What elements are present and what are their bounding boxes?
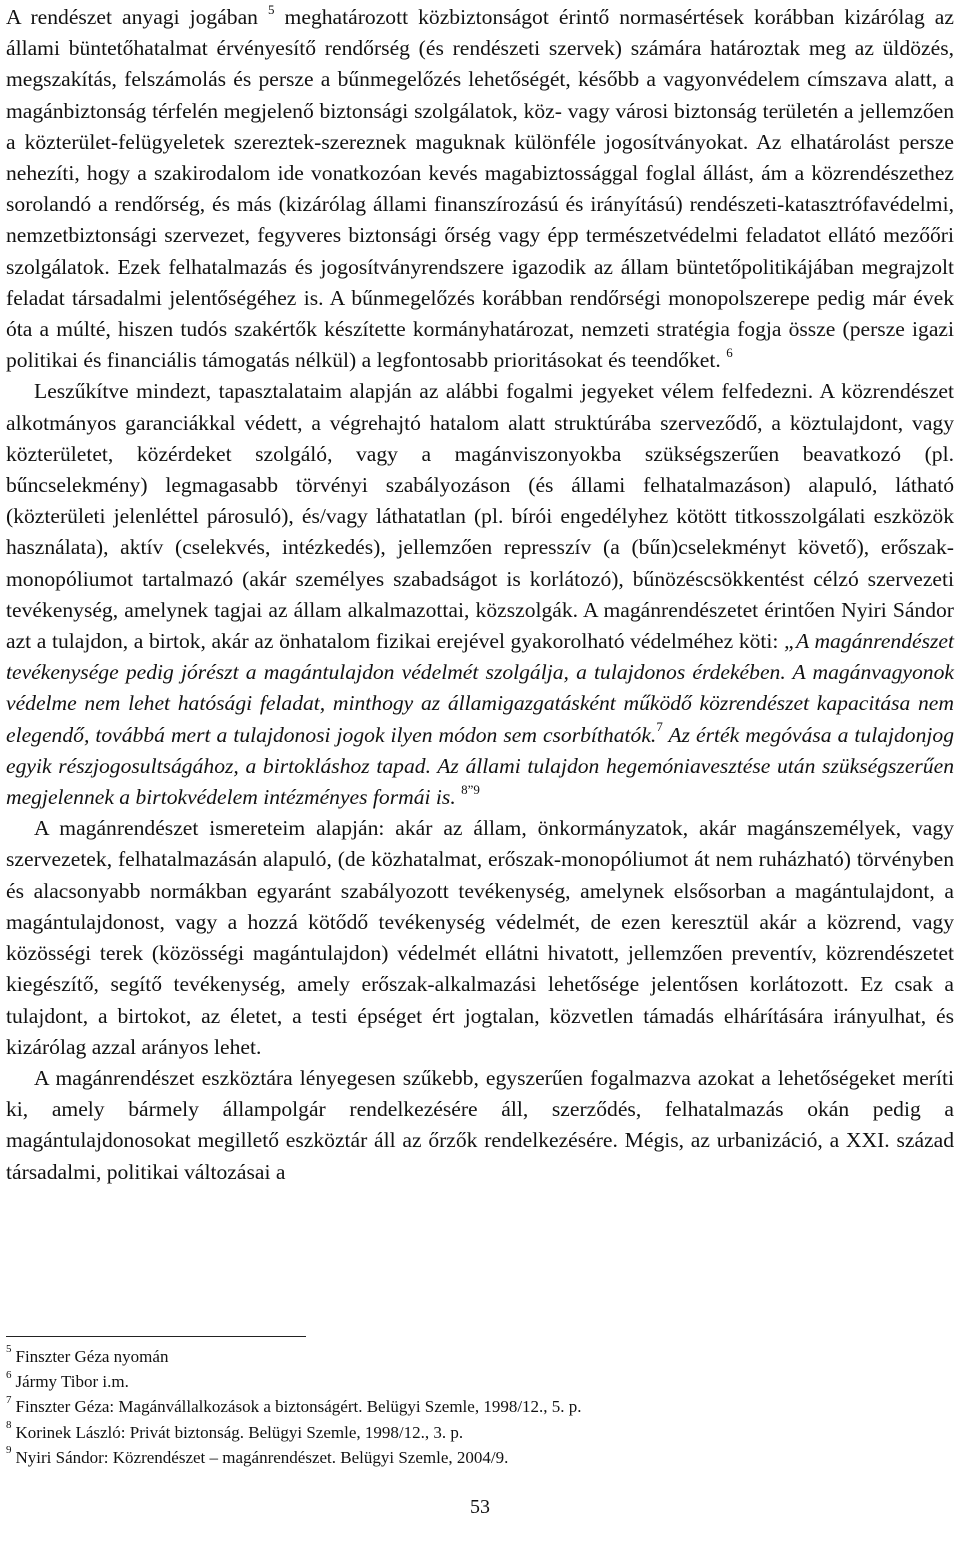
footnote-ref-8[interactable]: 8	[461, 781, 468, 797]
footnote-number: 5	[6, 1343, 12, 1356]
footnote-ref-5[interactable]: 5	[268, 1, 275, 17]
footnote-5	[6, 1344, 946, 1369]
footnote-text: Finszter Géza: Magánvállalkozások a biztonságért. Belügyi Szemle, 1998/12., 5. p.	[15, 1397, 582, 1417]
footnote-separator	[6, 1336, 306, 1337]
quote-part-1: „A magánrendészet tevékenysége pedig jórészt a magántulajdon védelmét szolgálja, a tulajdonos érdekében. A magánvagyonok védelme nem lehet hatósági feladat, minthogy az államigazgatásként működő közrendészet kapacitása nem elegendő, továbbá mert a tulajdonosi jogok ilyen módon sem csorbíthatók.	[6, 629, 954, 747]
footnotes	[6, 1344, 946, 1470]
footnote-text: Nyiri Sándor: Közrendészet – magánrendészet. Belügyi Szemle, 2004/9.	[15, 1447, 509, 1467]
footnote-ref-7[interactable]: 7	[656, 719, 663, 735]
footnote-number: 9	[6, 1444, 12, 1457]
footnote-ref-9[interactable]: 9	[473, 781, 480, 797]
footnote-7	[6, 1394, 946, 1419]
footnote-number: 6	[6, 1368, 12, 1381]
paragraph-3: A magánrendészet ismereteim alapján: akár az állam, önkormányzatok, akár magánszemélyek, vagy szervezetek, felhatalmazásán alapuló, (de közhatalmat, erőszak-monopóliumot át nem ruházható) törvényben és alacsonyabb normákban egyaránt szabályozott tevékenység, amelynek elsősorban a magántulajdont, a magántulajdonost, vagy a hozzá kötődő tevékenység védelmét, de ezen keresztül akár a közrend, vagy közösségi terek (közösségi magántulajdon) védelmét ellátni hivatott, jellemzően preventív, közrendészetet kiegészítő, segítő tevékenység, amely erőszak-alkalmazási lehetősége jelentősen korlátozott. Ez csak a tulajdont, a birtokot, az életet, a testi épséget ért jogtalan, közvetlen támadás elhárítására irányulhat, és kizárólag azzal arányos lehet.	[6, 816, 954, 1059]
closing-quote-mark: ”	[467, 781, 474, 797]
footnote-number: 7	[6, 1393, 12, 1406]
paragraph-1-text-b: meghatározott közbiztonságot érintő normasértések korábban kizárólag az állami büntetőhatalmat érvényesítő rendőrség (és rendészeti szervek) számára határoztak meg az üldözés, megszakítás, felszámolás és persze a bűnmegelőzés lehetőségét, később a vagyonvédelem címszava alatt, a magánbiztonság térfelén megjelenő biztonsági szolgálatok, köz- vagy városi biztonság területén a jellemzően a közterület-felügyeletek szereztek-szereznek maguknak különféle jogosítványokat. Az elhatárolást persze nehezíti, hogy a szakirodalom ide vonatkozóan kevés magabiztossággal foglal állást, ám a közrendészethez sorolandó a rendőrség, és más (kizárólag állami finanszírozású és irányítású) rendészeti-katasztrófavédelmi, nemzetbiztonsági szervezet, fegyveres biztonsági őrség vagy épp természetvédelmi feladatot ellátó mezőőri szolgálatok. Ezek felhatalmazás és jogosítványrendszere igazodik az állam büntetőpolitikájában megrajzolt feladat társadalmi jelentőségéhez is. A bűnmegelőzés korábban rendőrségi monopolszerepe pedig már évek óta a múlté, hiszen tudós szakértők készítette kormányhatározat, nemzeti stratégia fogja össze (persze igazi politikai és financiális támogatás nélkül) a legfontosabb prioritásokat és teendőket.	[6, 5, 954, 373]
footnote-text: Jármy Tibor i.m.	[15, 1372, 129, 1392]
page-body	[6, 0, 954, 1188]
footnote-text: Finszter Géza nyomán	[15, 1347, 169, 1366]
quote-part-2: Az érték megóvása a tulajdonjog egyik részjogosultságához, a birtokláshoz tapad. Az állami tulajdon hegemóniavesztése után szükségszerűen megjelennek a birtokvédelem intézményes formái is.	[6, 722, 954, 810]
paragraph-2	[6, 376, 954, 813]
footnote-8	[6, 1420, 946, 1445]
footnote-ref-6[interactable]: 6	[726, 345, 733, 361]
paragraph-1-text-a: A rendészet anyagi jogában	[6, 5, 258, 29]
footnote-9	[6, 1445, 946, 1470]
footnote-text: Korinek László: Privát biztonság. Belügyi Szemle, 1998/12., 3. p.	[15, 1422, 464, 1442]
paragraph-2-text: Leszűkítve mindezt, tapasztalataim alapján az alábbi fogalmi jegyeket vélem felfedezni. A közrendészet alkotmányos garanciákkal védett, a végrehajtó hatalom alatt struktúrába szerveződő, a köztulajdont, vagy közterületet, közérdeket szolgáló, vagy a magánviszonyokba szükségszerűen beavatkozó (pl. bűncselekmény) legmagasabb törvényi szabályozáson (és állami felhatalmazáson) alapuló, látható (közterületi jelenléttel párosuló), és/vagy láthatatlan (pl. bírói engedélyhez kötött titkosszolgálati eszközök használata), aktív (cselekvés, intézkedés), jellemzően represszív (a (bűn)cselekményt követő), erőszak-monopóliumot tartalmazó (akár személyes szabadságot is korlátozó), bűnözéscsökkentést célzó szervezeti tevékenység, amelynek tagjai az állam alkalmazottai, közszolgák. A magánrendészetet érintően Nyiri Sándor azt a tulajdon, a birtok, akár az önhatalom fizikai erejével gyakorolható védelméhez köti:	[6, 379, 954, 654]
page-number: 53	[470, 1496, 490, 1518]
paragraph-4: A magánrendészet eszköztára lényegesen szűkebb, egyszerűen fogalmazva azokat a lehetőségeket meríti ki, amely bármely állampolgár rendelkezésére áll, szerződés, felhatalmazás okán pedig a magántulajdonosokat megillető eszköztár áll az őrzők rendelkezésére. Mégis, az urbanizáció, a XXI. század társadalmi, politikai változásai a	[6, 1065, 954, 1184]
footnote-number: 8	[6, 1418, 12, 1431]
paragraph-1	[6, 2, 954, 376]
footnote-6	[6, 1369, 946, 1394]
